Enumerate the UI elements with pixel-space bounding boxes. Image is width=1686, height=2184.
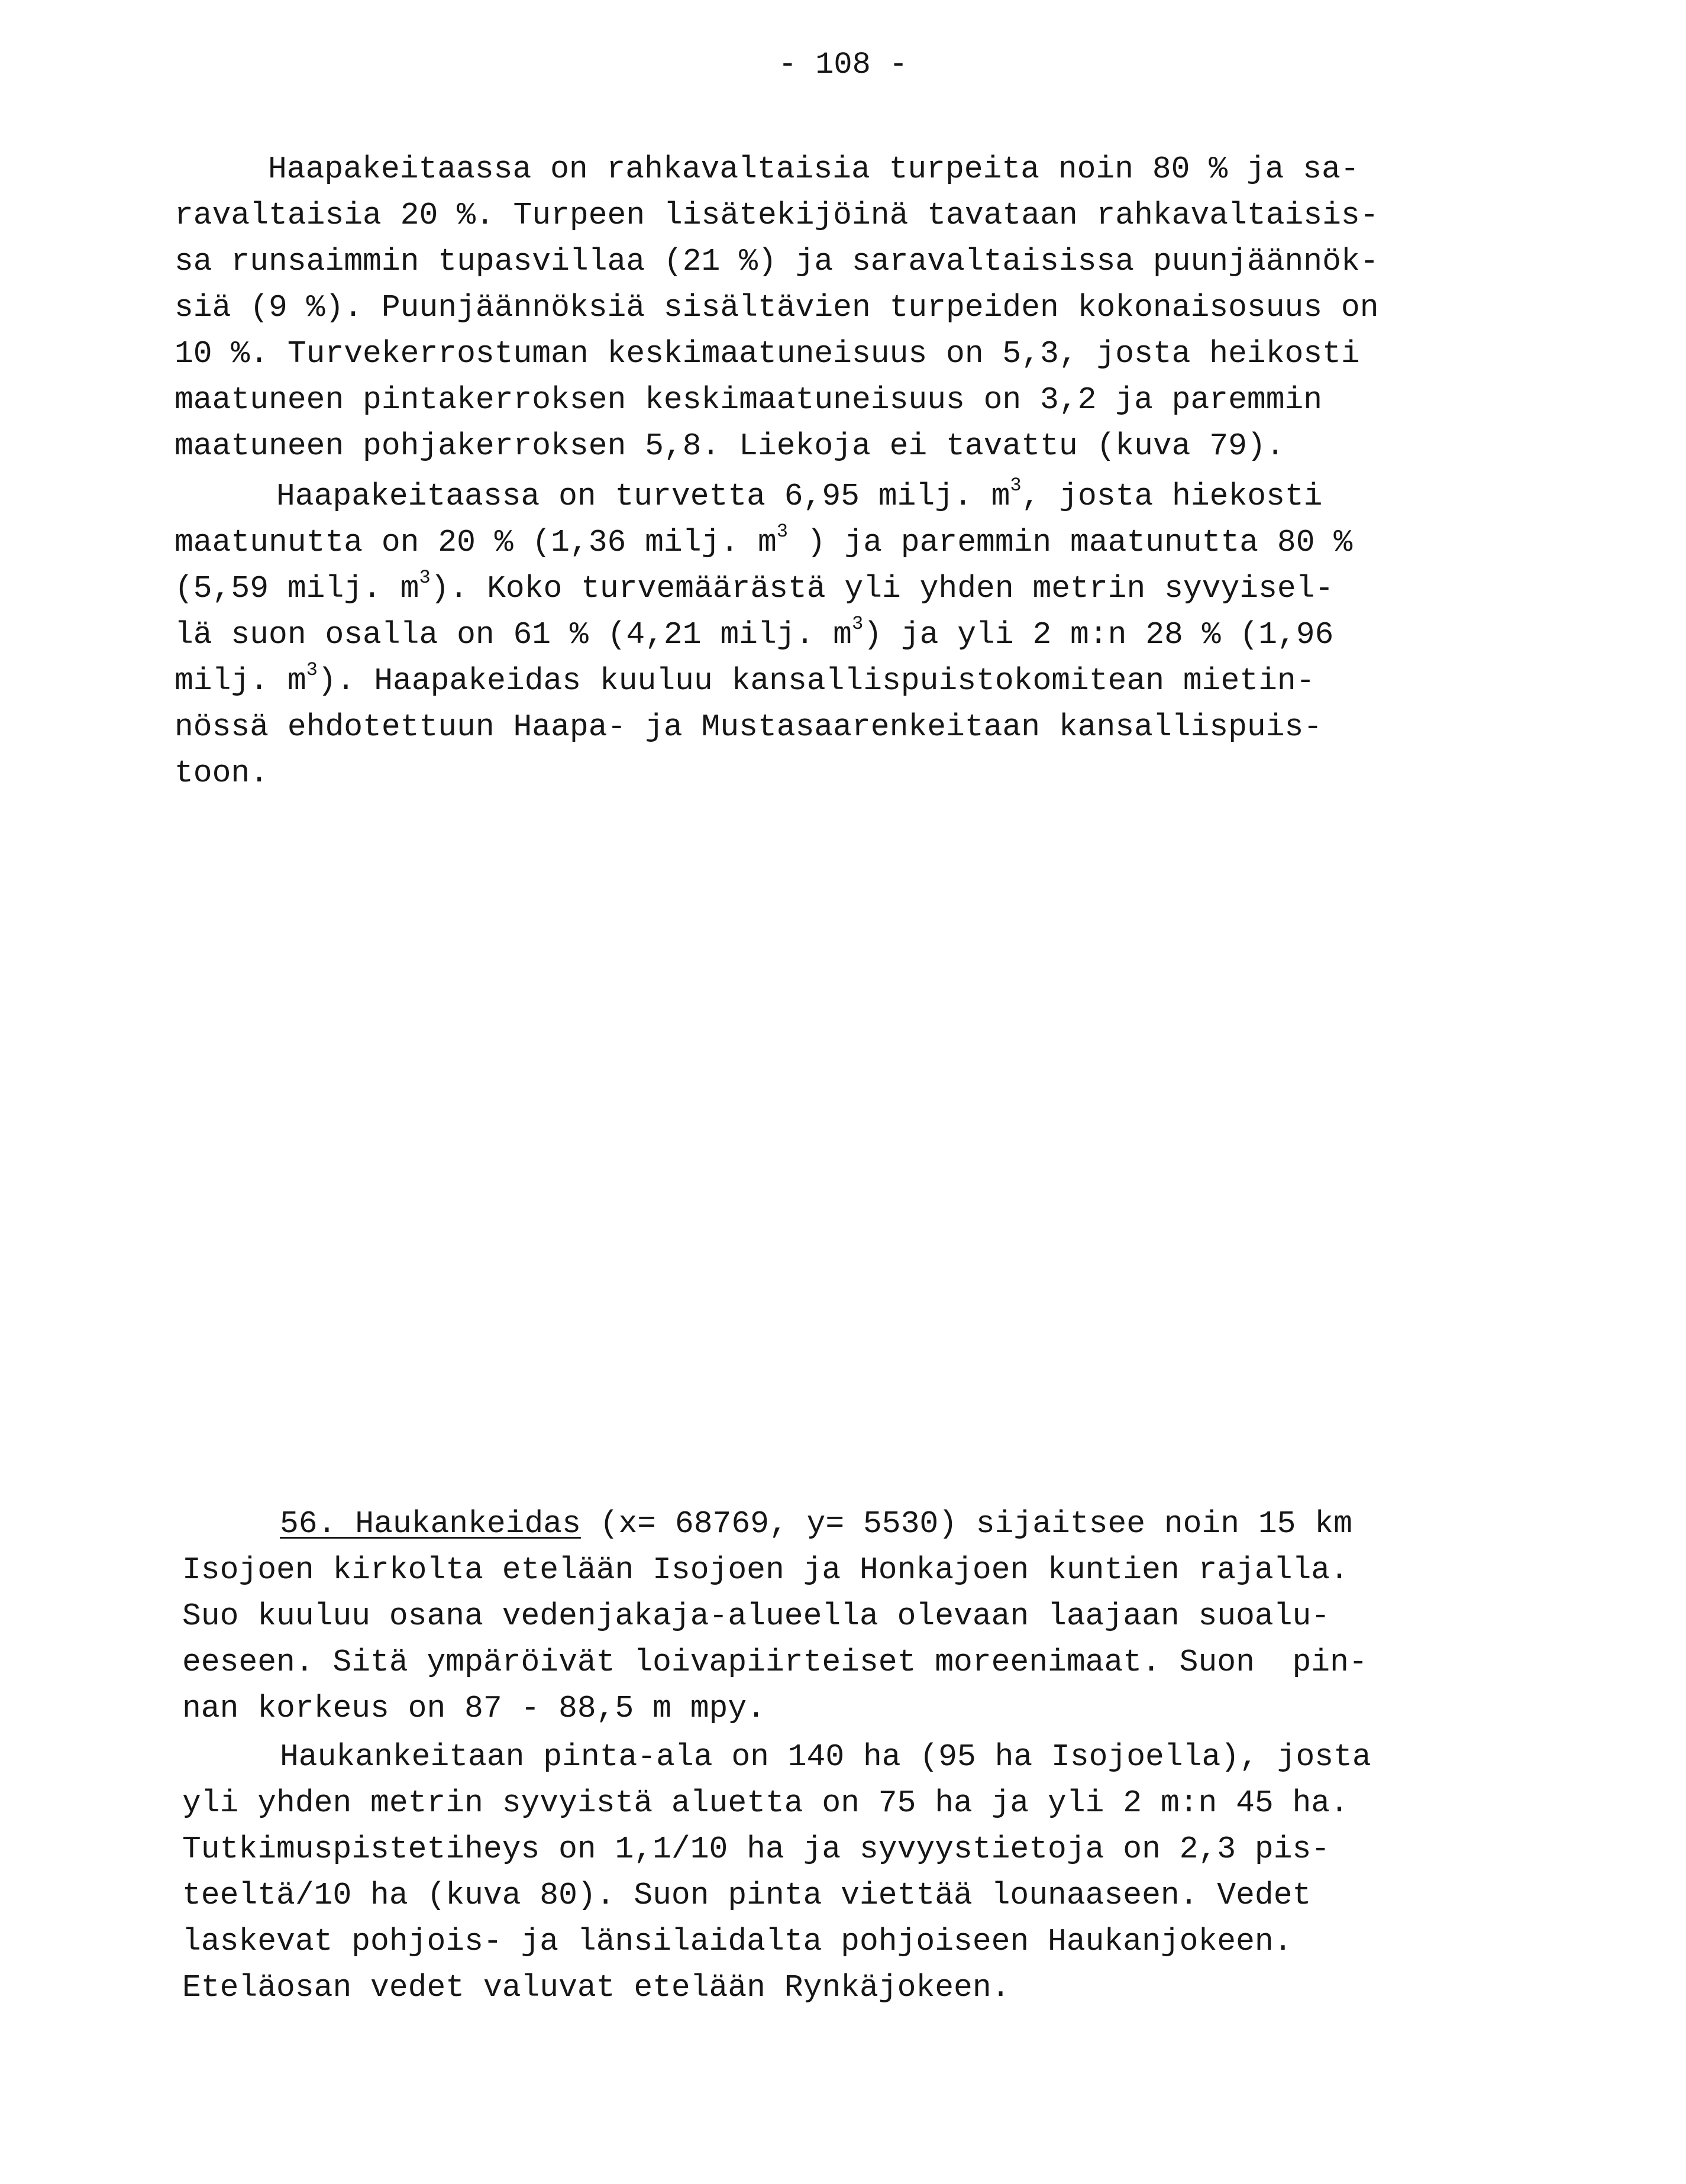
text-line: yli yhden metrin syvyistä aluetta on 75 ha ja yli 2 m:n 45 ha.: [182, 1785, 1349, 1821]
text-line: siä (9 %). Puunjäännöksiä sisältävien turpeiden kokonaisosuus on: [175, 290, 1379, 325]
text-line: milj. $m^3$). Haapakeidas kuuluu kansallispuistokomitean mietin-: [175, 659, 1315, 699]
text-line: (5,59 milj. $m^3$). Koko turvemäärästä yli yhden metrin syvyisel-: [175, 567, 1334, 606]
text-line: Haapakeitaassa on turvetta 6,95 milj. $m^3$, josta hiekosti: [276, 474, 1323, 514]
text-line: toon.: [175, 755, 269, 791]
superscript: 3: [306, 659, 318, 681]
text-line: ravaltaisia 20 %. Turpeen lisätekijöinä tavataan rahkavaltaisis-: [175, 198, 1379, 233]
text-line: maatuneen pintakerroksen keskimaatuneisuus on 3,2 ja paremmin: [175, 382, 1323, 418]
text-line: teeltä/10 ha (kuva 80). Suon pinta viettää lounaaseen. Vedet: [182, 1878, 1312, 1913]
text-line: maatunutta on 20 % (1,36 milj. $m^3$ ) ja paremmin maatunutta 80 %: [175, 521, 1353, 560]
text-line: sa runsaimmin tupasvillaa (21 %) ja saravaltaisissa puunjäännök-: [175, 244, 1379, 279]
text-line: laskevat pohjois- ja länsilaidalta pohjoiseen Haukanjokeen.: [182, 1924, 1293, 1959]
superscript: 3: [852, 613, 864, 635]
text-line: 10 %. Turvekerrostuman keskimaatuneisuus on 5,3, josta heikosti: [175, 336, 1360, 371]
superscript: 3: [1010, 474, 1022, 496]
section-heading: 56. Haukankeidas: [280, 1506, 581, 1542]
text-line: Haukankeitaan pinta-ala on 140 ha (95 ha Isojoella), josta: [280, 1739, 1371, 1775]
text-line: Isojoen kirkolta etelään Isojoen ja Honkajoen kuntien rajalla.: [182, 1552, 1349, 1588]
text-line: lä suon osalla on 61 % (4,21 milj. $m^3$) ja yli 2 m:n 28 % (1,96: [175, 613, 1334, 652]
superscript: 3: [776, 521, 788, 542]
text-line: Haapakeitaassa on rahkavaltaisia turpeita noin 80 % ja sa-: [268, 151, 1359, 187]
text-line: 56. Haukankeidas (x= 68769, y= 5530) sijaitsee noin 15 km: [280, 1506, 1352, 1542]
text-line: nan korkeus on 87 - 88,5 m mpy.: [182, 1691, 766, 1726]
text-line: nössä ehdotettuun Haapa- ja Mustasaarenkeitaan kansallispuis-: [175, 709, 1323, 745]
text-line: Eteläosan vedet valuvat etelään Rynkäjokeen.: [182, 1970, 1010, 2005]
text-line: maatuneen pohjakerroksen 5,8. Liekoja ei tavattu (kuva 79).: [175, 428, 1285, 464]
text-line: Tutkimuspistetiheys on 1,1/10 ha ja syvyystietoja on 2,3 pis-: [182, 1831, 1330, 1867]
text-line: eeseen. Sitä ympäröivät loivapiirteiset moreenimaat. Suon pin-: [182, 1645, 1368, 1680]
page-number: - 108 -: [778, 47, 908, 82]
superscript: 3: [419, 567, 431, 589]
text-line: Suo kuuluu osana vedenjakaja-alueella olevaan laajaan suoalu-: [182, 1598, 1330, 1634]
